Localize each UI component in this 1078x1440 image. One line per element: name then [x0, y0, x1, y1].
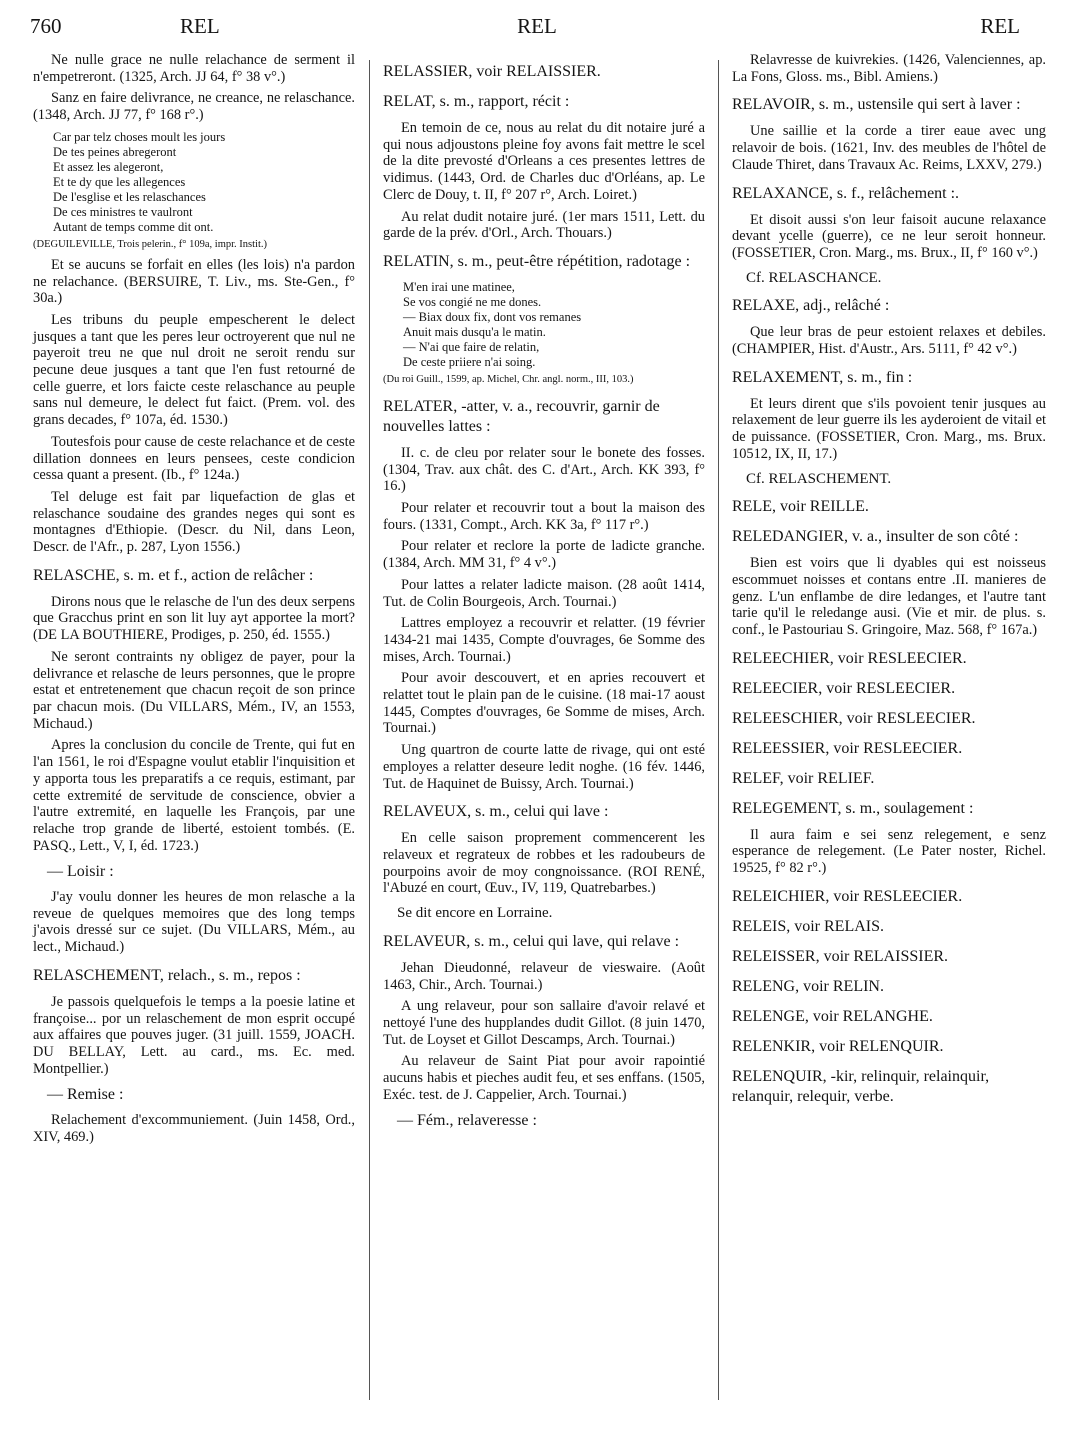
headword-crossref: RELE, voir REILLE.: [732, 498, 869, 516]
quotation: Les tribuns du peuple empescherent le delect jusques a tant que les peres leur octroyerent que nul ne payeroit treu ne que nul droit ne seroit rendu sur pecune deue jusques a tant que l'en fust retourné de celle guerre, et lors faicte ceste relaschance au peuple sans nul demeure, le delect fut faict. (Prem. vol. des grans decades, f° 107a, éd. 1530.): [33, 311, 355, 429]
headword-entry: RELATER, -atter, v. a., recouvrir, garnir de nouvelles lattes :: [383, 397, 660, 435]
quotation: Sanz en faire delivrance, ne creance, ne relaschance. (1348, Arch. JJ 77, f° 168 r°.): [33, 90, 355, 124]
headword-crossref: RELASSIER, voir RELAISSIER.: [383, 63, 601, 80]
quotation: Ung quartron de courte latte de rivage, qui ont esté employes a relatter deseure ledit noghe. (16 fév. 1446, Tut. de Haquinet de Buissy, Arch. Tournai.): [383, 742, 705, 792]
quotation: Apres la conclusion du concile de Trente, qui fut en l'an 1561, le roi d'Espagne voulut etablir l'inquisition et y apporta tous les preparatifs a ce requis, estimant, par cette extremité de servitude de conscience, obvier a l'autre extremité, en laquelle les François, par une relache trop grande de liberté, estoient tombés. (E. PASQ., Lett., V, I, éd. 1723.): [33, 737, 355, 854]
quotation: Pour avoir descouvert, et en apries recouvert et relattet tout le plain pan de le cuisine. (18 mai-17 aoust 1445, Comptes d'ouvrages, 6e Somme de mises, Arch. Tournai.): [383, 670, 705, 737]
column-2: [383, 52, 705, 1422]
quotation: Et leurs dirent que s'ils povoient tenir jusques au relaxement de leur guerre ils les ayderoient de vitail et de puissance. (FOSSETIER, Cron. Marg., ms. Brux. 10512, IX, II, 17.): [732, 395, 1046, 462]
quotation: Il aura faim e sei senz relegement, e senz esperance de relegement. (Le Pater noster, Richel. 19525, f° 82 r°.): [732, 826, 1046, 877]
quotation: Jehan Dieudonné, relaveur de vieswaire. (Août 1463, Chir., Arch. Tournai.): [383, 959, 705, 993]
quotation: Je passois quelquefois le temps a la poesie latine et françoise... por un relaschement de mon esprit occupé aux affaires que pouves juger. (31 juill. 1559, JOACH. DU BELLAY, Lett. au card., ms. Ec. med. Montpellier.): [33, 993, 355, 1077]
verse-line: Anuit mais dusqu'a le matin.: [403, 324, 546, 339]
cross-reference: Cf. RELASCHEMENT.: [746, 470, 892, 487]
quotation: Et disoit aussi s'on leur faisoit aucune relaxance devant ycelle (guerre), ce ne leur seroit honneur. (FOSSETIER, Cron. Marg., ms. Brux., II, f° 160 v°.): [732, 211, 1046, 261]
quotation: Ne nulle grace ne nulle relachance de serment il n'empetreront. (1325, Arch. JJ 64, f° 38 v°.): [33, 52, 355, 85]
quotation: Ne seront contraints ny obligez de payer, pour la delivrance et relasche de leurs personnes, que le propre estat et entretenement que chacun reçoit de son prince par chacun mois. (Du VILLARS, Mém., IV, an 1553, Michaud.): [33, 648, 355, 732]
headword-entry: RELATIN, s. m., peut-être répétition, radotage :: [383, 252, 691, 270]
headword-entry: RELENQUIR, -kir, relinquir, relainquir, relanquir, relequir, verbe.: [732, 1067, 990, 1105]
column-rule-left: [369, 60, 370, 1400]
verse-line: De ces ministres te vaulront: [53, 204, 193, 219]
headword-crossref: RELEICHIER, voir RESLEECIER.: [732, 887, 963, 905]
quotation: Pour lattes a relater ladicte maison. (28 août 1414, Tut. de Colin Bourgeois, Arch. Tournai.): [383, 576, 705, 610]
quotation: Une saillie et la corde a tirer eaue avec ung relavoir de bois. (1621, Inv. des meubles de l'hôtel de Claude Thiret, dans Travaux Ac. Reims, LXXV, 279.): [732, 123, 1046, 173]
verse-line: — Biax doux fix, dont vos remanes: [403, 309, 582, 324]
headword-entry: RELEGEMENT, s. m., soulagement :: [732, 799, 974, 817]
sense-subheading: — Loisir :: [47, 863, 114, 881]
verse-line: Se vos congié ne me dones.: [403, 294, 542, 309]
headword-crossref: RELEESCHIER, voir RESLEECIER.: [732, 709, 976, 727]
quotation: A ung relaveur, pour son sallaire d'avoir relavé et nettoyé l'une des hupplandes dudit Gillot. (8 juin 1470, Tut. de Loyset et Gillot Descamps, Arch. Tournai.): [383, 998, 705, 1048]
verse-line: M'en irai une matinee,: [403, 279, 515, 294]
verse-line: — N'ai que faire de relatin,: [403, 339, 540, 354]
verse-line: Car par telz choses moult les jours: [53, 129, 226, 144]
sense-subheading: — Fém., relaveresse :: [397, 1112, 537, 1130]
headword-crossref: RELENG, voir RELIN.: [732, 977, 884, 995]
column-rule-right: [718, 60, 719, 1400]
verse-source: (Du roi Guill., 1599, ap. Michel, Chr. angl. norm., III, 103.): [383, 373, 634, 385]
quotation: Bien est voirs que li dyables qui est noisseus escommuet noisses et contans entre .II. manieres de genz. L'un enflambe de dire ledanges, et l'autre tant tarie qu'il le reledange ausi. (Vie et mir. de plus. s. conf., le Pastouriau S. Gringoire, Maz. 568, f° 167a.): [732, 555, 1046, 639]
headword-entry: RELASCHE, s. m. et f., action de relâcher :: [33, 566, 314, 584]
verse-line: Et assez les alegeront,: [53, 159, 164, 174]
quotation: II. c. de cleu por relater sour le bonete des fosses. (1304, Trav. aux chât. des C. d'Art., Arch. KK 393, f° 16.): [383, 444, 705, 495]
usage-note: Se dit encore en Lorraine.: [397, 905, 553, 922]
cross-reference: Cf. RELASCHANCE.: [746, 269, 882, 286]
quotation: Toutesfois pour cause de ceste relachance et de ceste dillation donnees en leurs pensees, ceste condicion cessa quant a present. (Ib., f° 124a.): [33, 433, 355, 484]
running-head-center: REL: [517, 14, 557, 38]
headword-entry: RELAVEUR, s. m., celui qui lave, qui relave :: [383, 932, 680, 950]
headword-crossref: RELENGE, voir RELANGHE.: [732, 1007, 933, 1025]
headword-crossref: RELENKIR, voir RELENQUIR.: [732, 1037, 944, 1055]
column-1: [33, 52, 355, 1422]
column-3: [732, 52, 1046, 1422]
quotation: Et se aucuns se forfait en elles (les lois) n'a pardon ne relachance. (BERSUIRE, T. Liv., ms. Ste-Gen., f° 30a.): [33, 256, 355, 307]
verse-line: De tes peines abregeront: [53, 144, 177, 159]
headword-entry: RELEDANGIER, v. a., insulter de son côté :: [732, 528, 1019, 546]
verse-line: Autant de temps comme dit ont.: [53, 219, 214, 234]
headword-crossref: RELEECIER, voir RESLEECIER.: [732, 679, 956, 697]
running-head-right: REL: [980, 14, 1020, 38]
quotation: Relavresse de kuivrekies. (1426, Valenciennes, ap. La Fons, Gloss. ms., Bibl. Amiens.): [732, 52, 1046, 85]
page-header: [30, 14, 1044, 48]
sense-subheading: — Remise :: [47, 1086, 124, 1104]
quotation: Pour relater et reclore la porte de ladicte granche. (1384, Arch. MM 31, f° 4 v°.): [383, 538, 705, 572]
quotation: Pour relater et recouvrir tout a bout la maison des fours. (1331, Compt., Arch. KK 3a, f° 117 r°.): [383, 500, 705, 533]
quotation: Au relat dudit notaire juré. (1er mars 1511, Lett. du garde de la prév. d'Orl., Arch. Thouars.): [383, 208, 705, 242]
headword-entry: RELAXANCE, s. f., relâchement :.: [732, 184, 960, 202]
quotation: Lattres employez a recouvrir et relatter. (19 février 1434-21 mai 1435, Compte d'ouvrages, 6e Somme des mises, Arch. Tournai.): [383, 615, 705, 665]
quotation: Relachement d'excommuniement. (Juin 1458, Ord., XIV, 469.): [33, 1112, 355, 1145]
headword-entry: RELAT, s. m., rapport, récit :: [383, 93, 570, 110]
quotation: J'ay voulu donner les heures de mon relasche a la reveue de quelques memoires que des long temps j'avois dressé sur ce sujet. (Du VILLARS, Mém., au lect., Michaud.): [33, 889, 355, 956]
quotation: Dirons nous que le relasche de l'un des deux serpens que Gracchus print en son lit luy ayt apportee la mort? (DE LA BOUTHIERE, Prodiges, p. 250, éd. 1555.): [33, 593, 355, 644]
verse-line: De l'esglise et les relaschances: [53, 189, 206, 204]
headword-crossref: RELEIS, voir RELAIS.: [732, 917, 884, 935]
verse-line: Et te dy que les allegences: [53, 174, 186, 189]
verse-block: [383, 279, 705, 387]
headword-entry: RELAXEMENT, s. m., fin :: [732, 368, 913, 386]
headword-crossref: RELEESSIER, voir RESLEECIER.: [732, 739, 963, 757]
verse-line: De ceste priiere n'ai soing.: [403, 354, 536, 369]
headword-crossref: RELEECHIER, voir RESLEECIER.: [732, 649, 967, 667]
headword-crossref: RELEF, voir RELIEF.: [732, 769, 875, 787]
page-number: 760: [30, 14, 62, 38]
quotation: Que leur bras de peur estoient relaxes et debiles. (CHAMPIER, Hist. d'Austr., Ars. 5111, f° 42 v°.): [732, 324, 1046, 358]
running-head-left: REL: [180, 14, 220, 38]
verse-block: [33, 129, 355, 252]
headword-crossref: RELEISSER, voir RELAISSIER.: [732, 947, 949, 965]
quotation: Tel deluge est fait par liquefaction de glas et relaschance soudaine des grandes neges qui sont es montagnes d'Ethiopie. (Descr. du Nil, dans Leon, Descr. de l'Afr., p. 287, Lyon 1556.): [33, 488, 355, 556]
quotation: Au relaveur de Saint Piat pour avoir rapointié aucuns habis et pieches audit feu, et ses enffans. (1505, Exéc. test. de J. Cappelier, Arch. Tournai.): [383, 1053, 705, 1103]
headword-entry: RELAVOIR, s. m., ustensile qui sert à laver :: [732, 96, 1021, 114]
headword-entry: RELAVEUX, s. m., celui qui lave :: [383, 803, 609, 821]
headword-entry: RELAXE, adj., relâché :: [732, 297, 890, 315]
quotation: En celle saison proprement commencerent les relaveux et regrateux de robbes et les radoubeurs de pourpoins avoir de moy congnoissance. (ROI RENÉ, l'Abuzé en court, Œuv., IV, 119, Quatrebarbes.): [383, 830, 705, 897]
quotation: En temoin de ce, nous au relat du dit notaire juré a qui nous adjoustons pleine foy avons fait mettre le scel de la dite prevosté d'Orleans a ces presentes lettres de vidimus. (1443, Ord. de Charles duc d'Orléans, ap. Le Clerc de Douy, t. II, f° 207 r°, Arch. Loiret.): [383, 120, 705, 203]
headword-entry: RELASCHEMENT, relach., s. m., repos :: [33, 966, 301, 984]
verse-source: (DEGUILEVILLE, Trois pelerin., f° 109a, impr. Instit.): [33, 238, 267, 250]
